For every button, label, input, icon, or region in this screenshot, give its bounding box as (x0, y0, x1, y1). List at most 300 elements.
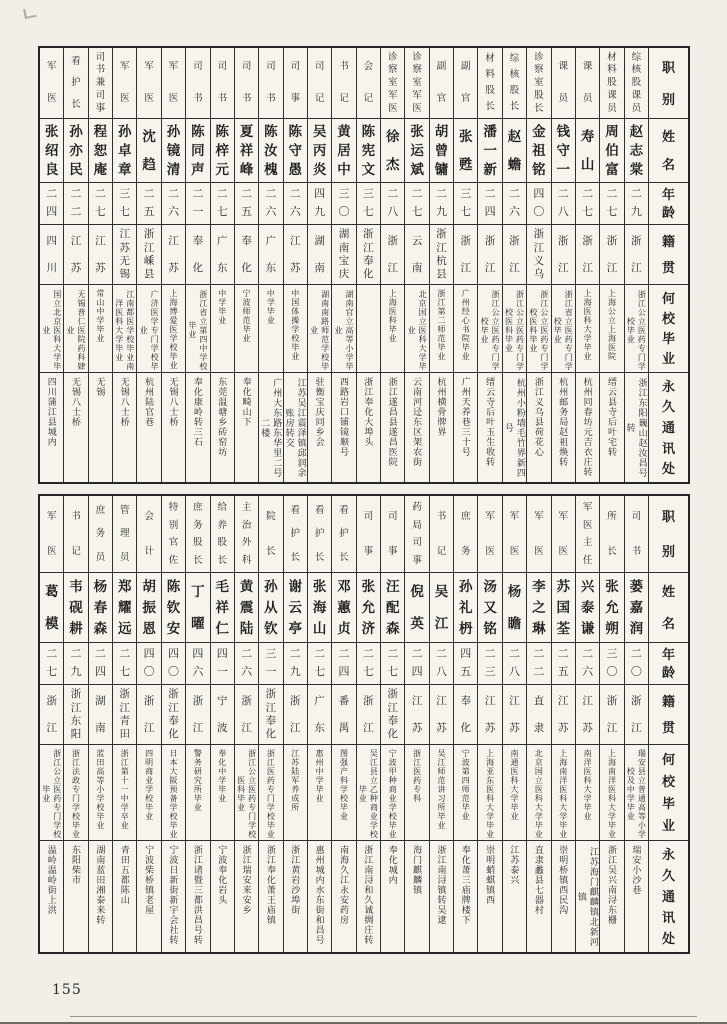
address-cell-text: 江苏泰兴 (509, 845, 520, 885)
person-column (161, 496, 185, 952)
character: 二 (94, 648, 106, 661)
character: 贯 (661, 260, 675, 276)
origin-cell-text (478, 225, 501, 284)
character: 张 (459, 128, 473, 144)
address-cell (89, 840, 112, 952)
character: 浙 (363, 695, 374, 707)
age-cell-text (211, 183, 234, 224)
character: 卓 (118, 142, 132, 158)
school-cell (211, 284, 234, 372)
character: 书 (217, 93, 227, 105)
name-cell-text (552, 119, 575, 182)
job-title-cell-text (186, 48, 209, 118)
age-cell (625, 182, 648, 224)
school-cell-text: 浙江公立医药专门学校医科毕业 (236, 749, 257, 839)
address-cell (113, 840, 136, 952)
character: 浙 (143, 695, 155, 707)
character: 礼 (459, 599, 473, 615)
name-cell-text (259, 573, 282, 642)
character: 广 (314, 695, 325, 707)
character: 长 (290, 551, 301, 563)
age-cell-text (162, 643, 185, 684)
character: 苏 (70, 261, 82, 274)
job-title-cell (89, 496, 112, 572)
character: 事 (290, 93, 301, 105)
character: 毛 (215, 578, 229, 594)
age-cell-text (405, 643, 428, 684)
character: 六 (167, 205, 179, 218)
age-cell-text (259, 643, 282, 684)
character: 龄 (661, 204, 675, 220)
character: 二 (630, 188, 642, 201)
school-cell (162, 744, 185, 840)
character: 陈 (166, 578, 181, 594)
character: 二 (46, 648, 58, 661)
character: 张 (44, 123, 59, 139)
character: 钦 (166, 599, 181, 615)
character: 贯 (661, 720, 675, 736)
character: 军 (46, 61, 57, 73)
job-title-cell-text (625, 48, 648, 118)
character: 长 (314, 551, 325, 563)
character: 元 (215, 161, 229, 177)
job-title-cell-text (113, 496, 136, 572)
age-cell-text (478, 183, 501, 224)
address-cell-text: 东阳柴市 (71, 845, 82, 885)
character: 护 (314, 528, 325, 540)
origin-cell (454, 684, 477, 744)
address-cell-text: 四川蒲江县城内 (46, 377, 57, 447)
address-cell-text: 奉化城内 (387, 845, 398, 885)
school-cell (308, 744, 331, 840)
age-cell (308, 642, 331, 684)
address-cell-text: 崇明蛸蜞镇西 (485, 845, 496, 905)
character: 伯 (605, 142, 619, 158)
character: 祖 (532, 142, 546, 158)
person-column (307, 48, 331, 482)
character: 二 (435, 188, 447, 201)
character: 官 (168, 537, 179, 548)
address-cell-text: 杭州邮务局赵祖焕转 (558, 377, 569, 467)
character: 杰 (385, 157, 400, 172)
address-cell (454, 840, 477, 952)
name-cell (64, 572, 87, 642)
character: 张 (312, 578, 327, 594)
origin-cell (552, 684, 575, 744)
origin-cell-text (308, 225, 331, 284)
job-title-cell (186, 48, 209, 118)
character: 宁 (216, 695, 228, 707)
character: 广 (265, 235, 277, 247)
character: 江 (363, 241, 374, 254)
character: 江 (582, 261, 593, 274)
job-title-cell (113, 48, 136, 118)
character: 军 (412, 90, 422, 102)
character: 毕 (661, 331, 675, 347)
origin-cell (284, 684, 307, 744)
school-cell-text: 惠州中学毕业 (315, 749, 325, 803)
name-cell (478, 118, 501, 182)
character: 七 (314, 665, 326, 678)
name-cell (113, 572, 136, 642)
character: 庆 (338, 268, 350, 281)
row-header-cell (649, 118, 688, 182)
job-title-cell-text (503, 496, 526, 572)
address-cell (527, 372, 550, 482)
address-cell (503, 372, 526, 482)
address-cell (162, 372, 185, 482)
character: 二 (289, 188, 301, 201)
character: 江 (557, 695, 569, 707)
character: 苏 (582, 721, 593, 734)
character: 务 (95, 528, 106, 540)
character: 胡 (142, 578, 156, 594)
job-title-cell (113, 496, 136, 572)
address-cell (503, 840, 526, 952)
school-cell-text: 上海亚东医科大学毕业 (485, 749, 495, 839)
character: 章 (118, 161, 132, 177)
character: 江 (631, 261, 642, 274)
job-title-cell (357, 496, 380, 572)
age-cell (527, 182, 550, 224)
character: 三 (362, 188, 374, 201)
origin-cell-text (576, 685, 599, 744)
name-cell-text (211, 573, 234, 642)
character: 七 (460, 205, 472, 218)
school-cell (113, 284, 136, 372)
character: 四 (216, 648, 228, 661)
character: 六 (192, 665, 204, 678)
address-cell (478, 372, 501, 482)
job-title-cell (64, 48, 87, 118)
character: 嘉 (629, 599, 644, 615)
character: 江 (509, 695, 520, 707)
character: 江 (484, 261, 496, 274)
person-column (331, 496, 355, 952)
character: 浙 (631, 695, 642, 707)
character: 潘 (483, 123, 497, 139)
age-cell-text (235, 183, 258, 224)
character: 察 (412, 64, 422, 76)
origin-cell-text (405, 685, 428, 744)
character: 一 (556, 161, 570, 177)
origin-cell-text (89, 225, 112, 284)
age-cell-text (259, 183, 282, 224)
school-cell-text: 无锡普仁医院药科肄业 (66, 289, 87, 371)
character: 浙 (363, 228, 374, 241)
character: 二 (509, 648, 521, 661)
origin-cell-text (600, 225, 623, 284)
origin-cell-text (211, 685, 234, 744)
character: 济 (361, 620, 376, 636)
name-cell-text (503, 573, 526, 642)
character: 庶 (193, 502, 203, 513)
character: 〇 (630, 665, 642, 678)
school-cell (186, 744, 209, 840)
age-cell (89, 182, 112, 224)
character: 看 (339, 504, 349, 516)
character: 东 (216, 261, 228, 274)
job-title-cell (430, 48, 453, 118)
origin-cell-text (137, 685, 160, 744)
person-column (112, 48, 136, 482)
character: 二 (387, 648, 399, 661)
school-cell-text: 浙江医药专科 (412, 749, 422, 803)
character: 员 (120, 551, 130, 563)
age-cell-text (381, 643, 404, 684)
person-column (283, 496, 307, 952)
character: 曜 (191, 615, 205, 631)
school-cell (259, 284, 282, 372)
character: 浙 (46, 695, 57, 707)
job-title-cell-text (89, 48, 112, 118)
character: 医 (509, 545, 520, 557)
address-cell-text: 浙江诸暨三都洪昌号转 (192, 845, 203, 945)
character: 良 (44, 161, 59, 177)
character: 记 (314, 93, 325, 105)
name-cell-text (113, 573, 136, 642)
character: 宝 (338, 254, 350, 267)
origin-cell (89, 684, 112, 744)
school-cell (113, 744, 136, 840)
origin-cell (332, 684, 355, 744)
school-cell (89, 284, 112, 372)
name-cell-text (64, 573, 87, 642)
character: 五 (143, 205, 155, 218)
origin-cell-text (503, 225, 526, 284)
name-cell-text (600, 119, 623, 182)
age-cell-text (40, 643, 63, 684)
character: 民 (69, 161, 83, 177)
job-title-cell (527, 48, 550, 118)
name-cell-text (40, 573, 63, 642)
name-cell-text (308, 573, 331, 642)
address-cell (235, 840, 258, 952)
character: 庵 (93, 161, 108, 177)
address-cell (113, 372, 136, 482)
age-cell-text (405, 183, 428, 224)
character: 书 (631, 545, 642, 557)
character: 模 (44, 615, 59, 631)
character: 赵 (629, 123, 644, 139)
row-header-label (649, 643, 688, 684)
character: 诊 (387, 51, 398, 63)
name-cell (137, 572, 160, 642)
job-title-cell-text (454, 48, 477, 118)
person-column (88, 496, 112, 952)
character: 江 (363, 721, 374, 734)
job-title-cell (40, 496, 63, 572)
job-title-cell-text (600, 48, 623, 118)
address-cell-text: 宁波日新街新宇会社转 (168, 845, 179, 945)
origin-cell-text (381, 225, 404, 284)
address-cell (40, 372, 63, 482)
character: 县 (143, 268, 155, 281)
school-cell-text: 上海医科毕业 (388, 289, 398, 343)
character: 程 (93, 123, 108, 139)
age-cell (576, 642, 599, 684)
age-cell-text (89, 643, 112, 684)
character: 给 (217, 502, 227, 513)
age-cell-text (576, 643, 599, 684)
character: 苏 (436, 721, 447, 734)
character: 院 (266, 510, 276, 522)
person-column (112, 496, 136, 952)
character: 军 (387, 90, 398, 102)
job-title-cell-text (113, 48, 136, 118)
character: 浙 (533, 228, 545, 241)
character: 二 (435, 648, 447, 661)
character: 允 (605, 599, 619, 615)
age-cell (625, 642, 648, 684)
age-cell-text (454, 643, 477, 684)
character: 兴 (580, 578, 595, 594)
name-cell-text (186, 119, 209, 182)
character: 峰 (239, 161, 254, 177)
character: 江 (168, 235, 179, 247)
school-cell-text: 图强产科学校毕业 (339, 749, 349, 821)
character: 同 (191, 142, 205, 158)
character: 医 (387, 102, 398, 114)
name-cell-text (381, 119, 404, 182)
school-cell-text: 北京国立医科大学毕业 (407, 289, 428, 371)
name-cell (186, 572, 209, 642)
character: 职 (661, 59, 675, 75)
character: 浙 (119, 688, 131, 701)
character: 察 (387, 64, 398, 76)
character: 江 (436, 241, 447, 254)
character: 安 (166, 620, 181, 636)
character: 化 (363, 268, 374, 281)
character: 孙 (69, 123, 83, 139)
school-cell-text: 瑞安县立普通高等小学校及中学毕业 (626, 749, 647, 839)
character: 山 (312, 620, 327, 636)
job-title-cell-text (211, 496, 234, 572)
character: 永 (661, 847, 675, 862)
character: 二 (509, 188, 521, 201)
character: 料 (485, 69, 495, 81)
address-cell-text: 杭州小粉墙毛竹界新四号 (503, 378, 526, 478)
origin-cell (64, 684, 87, 744)
character: 赵 (507, 128, 522, 144)
character: 浙 (606, 695, 618, 707)
job-title-cell (478, 48, 501, 118)
address-cell-text: 浙江瑞安来安乡 (241, 845, 252, 915)
character: 察 (534, 64, 544, 76)
character: 六 (241, 665, 253, 678)
character: 二 (192, 188, 204, 201)
name-cell (162, 118, 185, 182)
school-cell-text: 宁波师范毕业 (242, 289, 252, 343)
name-cell (186, 118, 209, 182)
character: 药 (412, 502, 422, 513)
person-column (404, 48, 428, 482)
character: 七 (119, 205, 131, 218)
character: 春 (93, 599, 108, 615)
job-title-cell-text (259, 496, 282, 572)
character: 处 (661, 931, 675, 946)
origin-cell-text (308, 685, 331, 744)
person-column (88, 48, 112, 482)
character: 护 (71, 77, 81, 89)
character: 杨 (507, 584, 522, 599)
name-cell-text (308, 119, 331, 182)
job-title-cell (284, 496, 307, 572)
address-cell-text: 惠州城内水东街和昌号 (314, 845, 325, 945)
character: 江 (606, 261, 618, 274)
origin-cell (405, 684, 428, 744)
character: 司 (95, 51, 106, 63)
character: 会 (363, 61, 374, 73)
address-cell-text: 浙江东阳巍山赵汝昌号转 (625, 378, 648, 478)
origin-cell-text (284, 225, 307, 284)
address-cell (64, 840, 87, 952)
origin-cell (162, 684, 185, 744)
character: 所 (607, 510, 617, 522)
age-cell-text (64, 643, 87, 684)
origin-cell (40, 224, 63, 284)
age-cell (137, 642, 160, 684)
age-cell (552, 642, 575, 684)
character: 八 (509, 665, 521, 678)
character: 长 (193, 554, 203, 566)
age-cell (137, 182, 160, 224)
school-cell (186, 284, 209, 372)
school-cell-text: 浙江公立医药专门学校毕业 (480, 289, 501, 371)
character: 徐 (385, 128, 400, 144)
name-cell-text (600, 573, 623, 642)
character: 趋 (142, 157, 156, 172)
character: 六 (265, 205, 277, 218)
character: 记 (339, 93, 349, 105)
job-title-cell-text (600, 496, 623, 572)
person-column (63, 48, 87, 482)
job-title-cell (381, 496, 404, 572)
character: 长 (71, 98, 81, 110)
character: 四 (167, 648, 179, 661)
name-cell (527, 572, 550, 642)
name-cell-text (625, 573, 648, 642)
character: 奉 (387, 714, 398, 727)
character: 事 (412, 554, 422, 566)
school-cell-text: 南洋医科大学毕业 (583, 749, 593, 821)
origin-cell (308, 224, 331, 284)
character: 长 (607, 545, 617, 557)
character: 奉 (241, 235, 252, 247)
character: 毕 (661, 796, 675, 812)
character: 江 (265, 701, 277, 714)
page-number: 155 (52, 982, 82, 998)
character: 砚 (69, 599, 83, 615)
name-cell (137, 118, 160, 182)
school-cell-text: 上海公立上海医院 (607, 289, 617, 361)
character: 官 (461, 93, 471, 105)
character: 苏 (509, 721, 520, 734)
character: 耕 (69, 620, 83, 636)
name-cell-text (430, 573, 453, 642)
character: 亭 (288, 620, 303, 636)
character: 山 (580, 157, 595, 172)
job-title-cell (89, 48, 112, 118)
character: 隶 (533, 721, 545, 734)
origin-cell-text (430, 225, 453, 284)
person-column (40, 48, 63, 482)
character: 江 (119, 228, 131, 241)
job-title-cell (552, 48, 575, 118)
character: 浙 (582, 235, 593, 247)
origin-cell-text (137, 225, 160, 284)
origin-cell (137, 224, 160, 284)
